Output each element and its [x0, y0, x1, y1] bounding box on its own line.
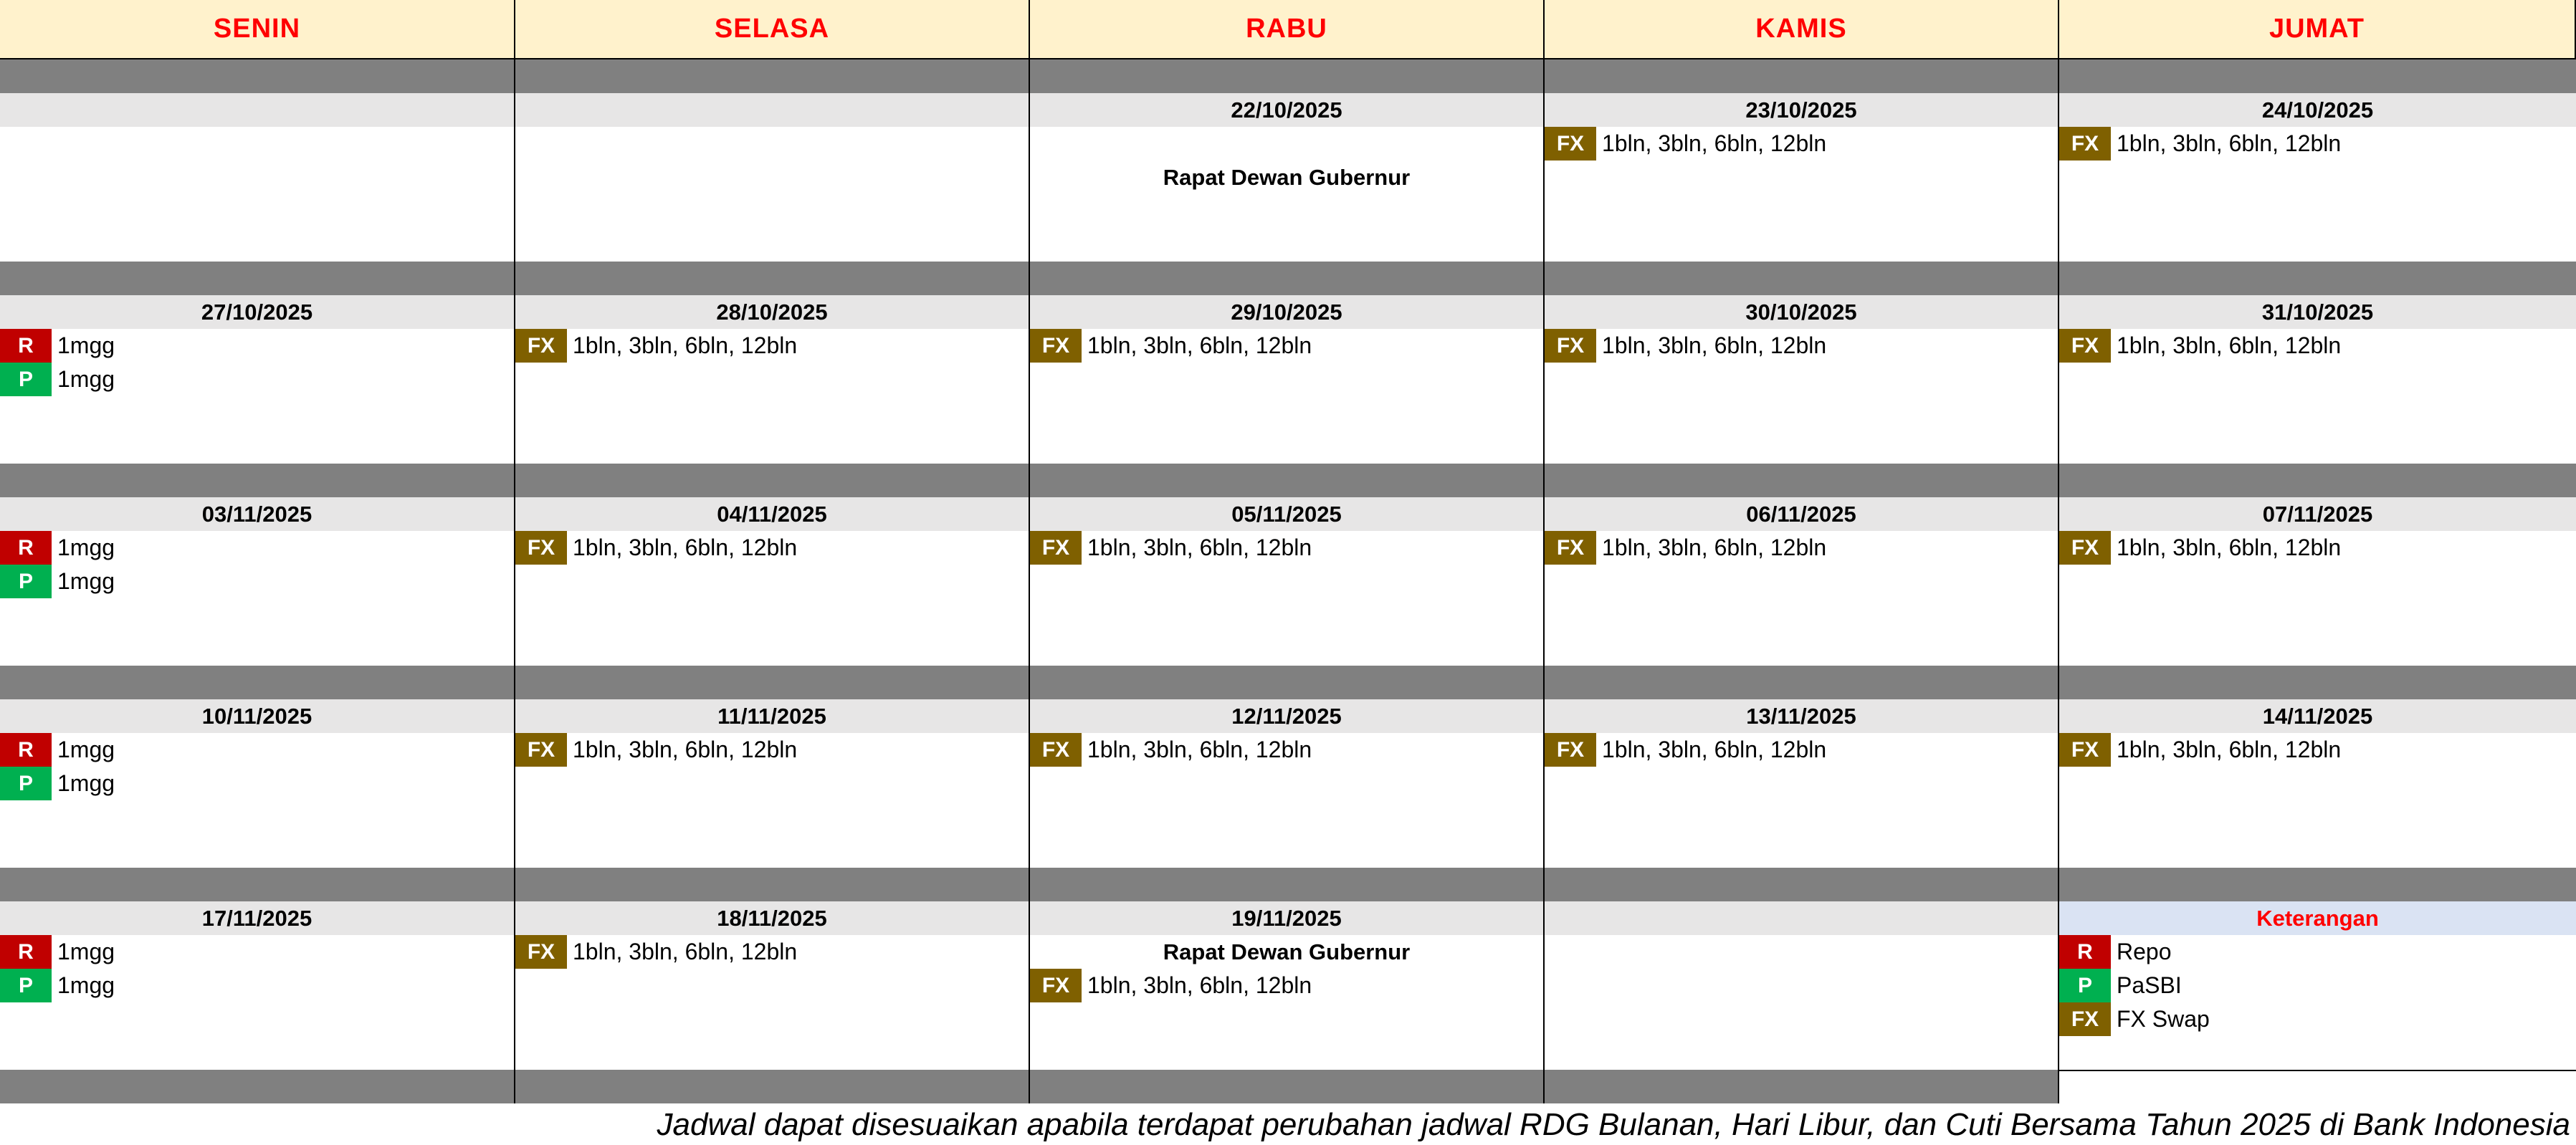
week-separator [1030, 262, 1545, 295]
pasbi-badge: P [2059, 969, 2111, 1002]
fx-swap-entry [2059, 531, 2576, 565]
day-cell [1030, 295, 1545, 464]
tenor-text: 1bln, 3bln, 6bln, 12bln [2117, 737, 2342, 762]
fx-swap-entry [1030, 733, 1543, 767]
fx-swap-entry [1030, 969, 1543, 1002]
legend-label: FX Swap [2117, 1006, 2210, 1032]
fx-swap-entry [515, 733, 1029, 767]
fx-badge: FX [1545, 733, 1596, 767]
rdg-event-label: Rapat Dewan Gubernur [1163, 939, 1411, 964]
date-label: 11/11/2025 [515, 699, 1029, 733]
fx-swap-entry [1030, 531, 1543, 565]
rdg-event-label: Rapat Dewan Gubernur [1163, 164, 1411, 190]
repo-badge: R [0, 531, 52, 565]
day-cell [0, 93, 515, 262]
footnote: Jadwal dapat disesuaikan apabila terdapat perubahan jadwal RDG Bulanan, Hari Libur, dan Cuti Bersama Tahun 2025 di Bank Indonesia [657, 1107, 2570, 1142]
date-label: 19/11/2025 [1030, 901, 1543, 935]
tenor-text: 1mgg [57, 332, 115, 358]
date-label: 29/10/2025 [1030, 295, 1543, 329]
week-separator [1030, 464, 1545, 497]
week-separator [0, 464, 515, 497]
day-cell [2059, 93, 2576, 262]
fx-swap-entry [1545, 127, 2058, 161]
fx-badge: FX [1545, 127, 1596, 161]
pasbi-entry [0, 969, 514, 1002]
week-separator [1545, 1070, 2059, 1103]
date-bar [515, 93, 1029, 127]
day-cell [1030, 699, 1545, 868]
week-separator [1545, 59, 2059, 93]
fx-badge: FX [1030, 329, 1082, 363]
pasbi-badge: P [0, 565, 52, 598]
date-label: 04/11/2025 [515, 497, 1029, 531]
date-label: 31/10/2025 [2059, 295, 2576, 329]
date-label: 07/11/2025 [2059, 497, 2576, 531]
date-label: 18/11/2025 [515, 901, 1029, 935]
tenor-text: 1bln, 3bln, 6bln, 12bln [2117, 130, 2342, 156]
repo-badge: R [0, 935, 52, 969]
date-label: 12/11/2025 [1030, 699, 1543, 733]
repo-badge: R [0, 733, 52, 767]
week-separator [515, 666, 1030, 699]
pasbi-badge: P [0, 969, 52, 1002]
day-header-kamis: KAMIS [1545, 0, 2059, 59]
week-separator [1545, 464, 2059, 497]
fx-swap-entry [515, 935, 1029, 969]
date-bar [1545, 901, 2058, 935]
fx-swap-entry [515, 329, 1029, 363]
day-cell [1545, 93, 2059, 262]
day-cell [0, 699, 515, 868]
date-label: 24/10/2025 [2059, 93, 2576, 127]
day-cell [515, 901, 1030, 1070]
fx-badge: FX [515, 329, 567, 363]
day-cell [2059, 497, 2576, 666]
fx-swap-entry [2059, 329, 2576, 363]
fx-swap-entry [1545, 733, 2058, 767]
week-separator [1545, 666, 2059, 699]
tenor-text: 1mgg [57, 737, 115, 762]
day-header-senin: SENIN [0, 0, 515, 59]
week-separator [2059, 666, 2576, 699]
legend-title: Keterangan [2059, 901, 2576, 935]
week-separator [1030, 666, 1545, 699]
fx-badge: FX [515, 531, 567, 565]
day-cell [515, 699, 1030, 868]
tenor-text: 1bln, 3bln, 6bln, 12bln [1087, 332, 1312, 358]
day-header-selasa: SELASA [515, 0, 1030, 59]
tenor-text: 1mgg [57, 568, 115, 594]
week-separator [2059, 262, 2576, 295]
fx-badge: FX [515, 733, 567, 767]
legend-label: PaSBI [2117, 972, 2182, 998]
day-cell [2059, 295, 2576, 464]
tenor-text: 1bln, 3bln, 6bln, 12bln [1602, 130, 1827, 156]
tenor-text: 1bln, 3bln, 6bln, 12bln [1602, 535, 1827, 560]
fx-badge: FX [2059, 329, 2111, 363]
pasbi-badge: P [0, 767, 52, 800]
day-cell [515, 295, 1030, 464]
day-cell [0, 901, 515, 1070]
fx-badge: FX [1030, 969, 1082, 1002]
tenor-text: 1bln, 3bln, 6bln, 12bln [1087, 972, 1312, 998]
fx-badge: FX [515, 935, 567, 969]
week-separator [1545, 262, 2059, 295]
day-cell [515, 93, 1030, 262]
pasbi-entry [0, 767, 514, 800]
week-separator [1545, 868, 2059, 901]
fx-badge: FX [2059, 1002, 2111, 1036]
legend-label: Repo [2117, 939, 2172, 964]
tenor-text: 1bln, 3bln, 6bln, 12bln [573, 939, 798, 964]
date-label: 30/10/2025 [1545, 295, 2058, 329]
week-separator [515, 464, 1030, 497]
day-cell [2059, 699, 2576, 868]
week-separator [1030, 59, 1545, 93]
week-separator [1030, 1070, 1545, 1103]
fx-badge: FX [2059, 127, 2111, 161]
week-separator [515, 59, 1030, 93]
week-separator [515, 1070, 1030, 1103]
day-cell [515, 497, 1030, 666]
repo-entry [0, 935, 514, 969]
week-separator [2059, 1070, 2576, 1103]
date-label: 22/10/2025 [1030, 93, 1543, 127]
week-separator [2059, 464, 2576, 497]
date-bar [0, 93, 514, 127]
legend-item-fx-swap [2059, 1002, 2576, 1036]
fx-badge: FX [2059, 531, 2111, 565]
week-separator [0, 262, 515, 295]
fx-swap-entry [2059, 733, 2576, 767]
tenor-text: 1mgg [57, 972, 115, 998]
date-label: 14/11/2025 [2059, 699, 2576, 733]
week-separator [0, 59, 515, 93]
date-label: 17/11/2025 [0, 901, 514, 935]
tenor-text: 1bln, 3bln, 6bln, 12bln [1602, 332, 1827, 358]
day-header-rabu: RABU [1030, 0, 1545, 59]
pasbi-entry [0, 363, 514, 396]
fx-swap-entry [515, 531, 1029, 565]
legend-item-pasbi [2059, 969, 2576, 1002]
repo-badge: R [2059, 935, 2111, 969]
week-separator [515, 262, 1030, 295]
tenor-text: 1bln, 3bln, 6bln, 12bln [1602, 737, 1827, 762]
week-separator [2059, 59, 2576, 93]
week-separator [1030, 868, 1545, 901]
day-cell [1030, 901, 1545, 1070]
tenor-text: 1bln, 3bln, 6bln, 12bln [573, 535, 798, 560]
fx-swap-entry [1030, 329, 1543, 363]
repo-entry [0, 733, 514, 767]
date-label: 05/11/2025 [1030, 497, 1543, 531]
week-separator [0, 666, 515, 699]
day-cell [0, 295, 515, 464]
fx-swap-entry [1545, 531, 2058, 565]
fx-badge: FX [1030, 733, 1082, 767]
tenor-text: 1mgg [57, 366, 115, 392]
legend-panel [2059, 901, 2576, 1070]
fx-swap-entry [2059, 127, 2576, 161]
tenor-text: 1bln, 3bln, 6bln, 12bln [2117, 332, 2342, 358]
day-cell [1545, 901, 2059, 1070]
week-separator [2059, 868, 2576, 901]
tenor-text: 1mgg [57, 535, 115, 560]
tenor-text: 1mgg [57, 939, 115, 964]
day-cell [1545, 295, 2059, 464]
day-header-jumat: JUMAT [2059, 0, 2576, 59]
legend-item-repo [2059, 935, 2576, 969]
day-cell [1030, 93, 1545, 262]
date-label: 23/10/2025 [1545, 93, 2058, 127]
tenor-text: 1mgg [57, 770, 115, 796]
pasbi-badge: P [0, 363, 52, 396]
date-label: 13/11/2025 [1545, 699, 2058, 733]
repo-entry [0, 531, 514, 565]
tenor-text: 1bln, 3bln, 6bln, 12bln [2117, 535, 2342, 560]
fx-badge: FX [2059, 733, 2111, 767]
date-label: 28/10/2025 [515, 295, 1029, 329]
day-cell [1545, 699, 2059, 868]
date-label: 03/11/2025 [0, 497, 514, 531]
week-separator [0, 1070, 515, 1103]
fx-badge: FX [1545, 531, 1596, 565]
tenor-text: 1bln, 3bln, 6bln, 12bln [1087, 535, 1312, 560]
fx-swap-entry [1545, 329, 2058, 363]
date-label: 10/11/2025 [0, 699, 514, 733]
date-label: 27/10/2025 [0, 295, 514, 329]
date-label: 06/11/2025 [1545, 497, 2058, 531]
repo-entry [0, 329, 514, 363]
tenor-text: 1bln, 3bln, 6bln, 12bln [1087, 737, 1312, 762]
tenor-text: 1bln, 3bln, 6bln, 12bln [573, 332, 798, 358]
day-cell [0, 497, 515, 666]
week-separator [0, 868, 515, 901]
fx-badge: FX [1030, 531, 1082, 565]
tenor-text: 1bln, 3bln, 6bln, 12bln [573, 737, 798, 762]
day-cell [1030, 497, 1545, 666]
pasbi-entry [0, 565, 514, 598]
repo-badge: R [0, 329, 52, 363]
week-separator [515, 868, 1030, 901]
day-cell [1545, 497, 2059, 666]
fx-badge: FX [1545, 329, 1596, 363]
